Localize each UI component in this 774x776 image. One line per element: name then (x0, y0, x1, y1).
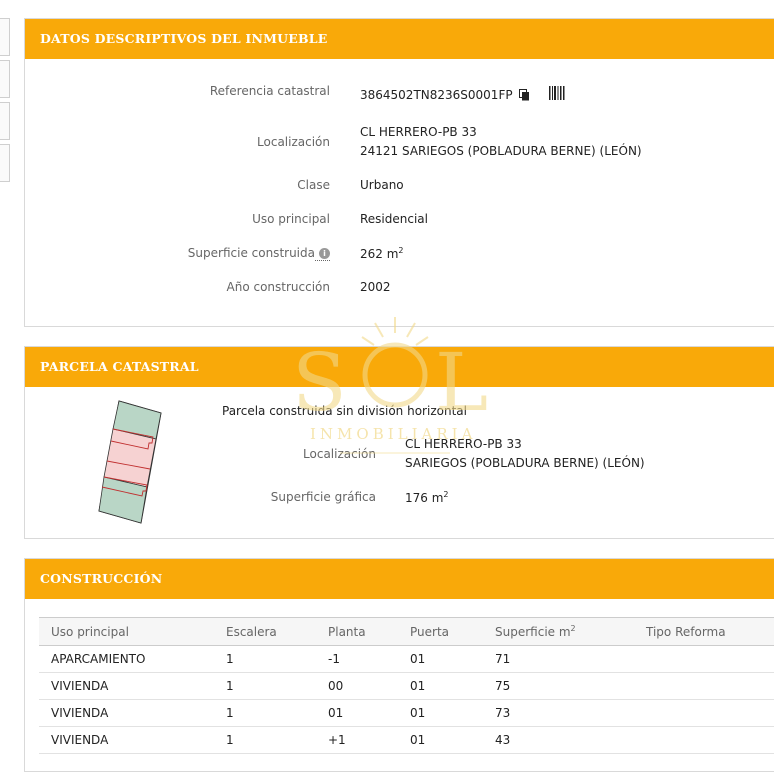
referencia-value (360, 88, 530, 104)
side-tab[interactable] (0, 102, 10, 140)
anio-construccion-value: 2002 (360, 280, 391, 294)
superficie-construida-number: 262 m (360, 247, 399, 261)
svg-text:INMOBILIARIA: INMOBILIARIA (310, 425, 477, 443)
cell-escalera: 1 (214, 673, 316, 700)
uso-principal-value: Residencial (360, 212, 428, 226)
col-puerta: Puerta (398, 618, 483, 646)
col-superficie (483, 618, 634, 646)
superficie-grafica-value (405, 490, 449, 505)
parcela-localizacion-line2: SARIEGOS (POBLADURA BERNE) (LEÓN) (405, 456, 645, 470)
cell-superficie: 71 (483, 646, 634, 673)
cell-superficie: 75 (483, 673, 634, 700)
table-row (39, 646, 774, 673)
parcela-description: Parcela construida sin división horizontal (222, 404, 467, 418)
cell-puerta: 01 (398, 700, 483, 727)
info-icon[interactable]: i (319, 248, 330, 259)
svg-text:S: S (292, 336, 347, 429)
superficie-construida-value (360, 246, 404, 261)
superficie-construida-label (188, 246, 330, 260)
cell-tipo-reforma (634, 673, 774, 700)
superficie-construida-text: Superficie construida (187, 246, 315, 260)
table-header-row (39, 618, 774, 646)
col-superficie-exp: 2 (570, 624, 576, 633)
cell-uso: VIVIENDA (39, 700, 214, 727)
clase-value: Urbano (360, 178, 404, 192)
parcela-localizacion-line1: CL HERRERO-PB 33 (405, 437, 522, 451)
datos-descriptivos-panel (24, 18, 774, 327)
cell-planta: +1 (316, 727, 398, 754)
clase-label: Clase (297, 178, 330, 192)
cell-puerta: 01 (398, 673, 483, 700)
construccion-panel (24, 558, 774, 772)
cell-planta: 00 (316, 673, 398, 700)
datos-descriptivos-header: DATOS DESCRIPTIVOS DEL INMUEBLE (25, 19, 774, 59)
cell-tipo-reforma (634, 700, 774, 727)
anio-construccion-label: Año construcción (226, 280, 330, 294)
construccion-header: CONSTRUCCIÓN (25, 559, 774, 599)
cell-puerta: 01 (398, 727, 483, 754)
barcode-icon[interactable] (549, 86, 565, 103)
cell-uso: VIVIENDA (39, 673, 214, 700)
table-row (39, 727, 774, 754)
superficie-unit-exp: 2 (398, 246, 404, 255)
referencia-text[interactable]: 3864502TN8236S0001FP (360, 88, 513, 102)
svg-text:L: L (435, 336, 489, 429)
superficie-grafica-label: Superficie gráfica (270, 490, 376, 504)
cell-superficie: 43 (483, 727, 634, 754)
parcela-catastral-panel (24, 346, 774, 539)
info-icon-wrap[interactable] (315, 246, 330, 261)
cell-tipo-reforma (634, 646, 774, 673)
table-row (39, 673, 774, 700)
superficie-grafica-number: 176 m (405, 491, 444, 505)
uso-principal-label: Uso principal (252, 212, 330, 226)
cell-escalera: 1 (214, 646, 316, 673)
side-tab[interactable] (0, 18, 10, 56)
cell-superficie: 73 (483, 700, 634, 727)
parcela-localizacion-label: Localización (303, 447, 376, 461)
side-tab[interactable] (0, 144, 10, 182)
cell-escalera: 1 (214, 727, 316, 754)
localizacion-label: Localización (257, 135, 330, 149)
col-tipo-reforma: Tipo Reforma (634, 618, 774, 646)
referencia-label: Referencia catastral (209, 84, 330, 98)
col-escalera: Escalera (214, 618, 316, 646)
construccion-table (39, 617, 774, 754)
localizacion-line1: CL HERRERO-PB 33 (360, 125, 477, 139)
cell-uso: APARCAMIENTO (39, 646, 214, 673)
parcel-map-thumbnail[interactable] (93, 399, 173, 532)
cell-puerta: 01 (398, 646, 483, 673)
col-uso-principal: Uso principal (39, 618, 214, 646)
cell-planta: 01 (316, 700, 398, 727)
cell-planta: -1 (316, 646, 398, 673)
side-tab[interactable] (0, 60, 10, 98)
table-row (39, 700, 774, 727)
parcela-catastral-header: PARCELA CATASTRAL (25, 347, 774, 387)
col-superficie-text: Superficie m (495, 625, 571, 639)
col-planta: Planta (316, 618, 398, 646)
cell-tipo-reforma (634, 727, 774, 754)
cell-escalera: 1 (214, 700, 316, 727)
cell-uso: VIVIENDA (39, 727, 214, 754)
localizacion-line2: 24121 SARIEGOS (POBLADURA BERNE) (LEÓN) (360, 144, 642, 158)
superficie-grafica-exp: 2 (443, 490, 449, 499)
copy-icon[interactable] (519, 89, 530, 104)
